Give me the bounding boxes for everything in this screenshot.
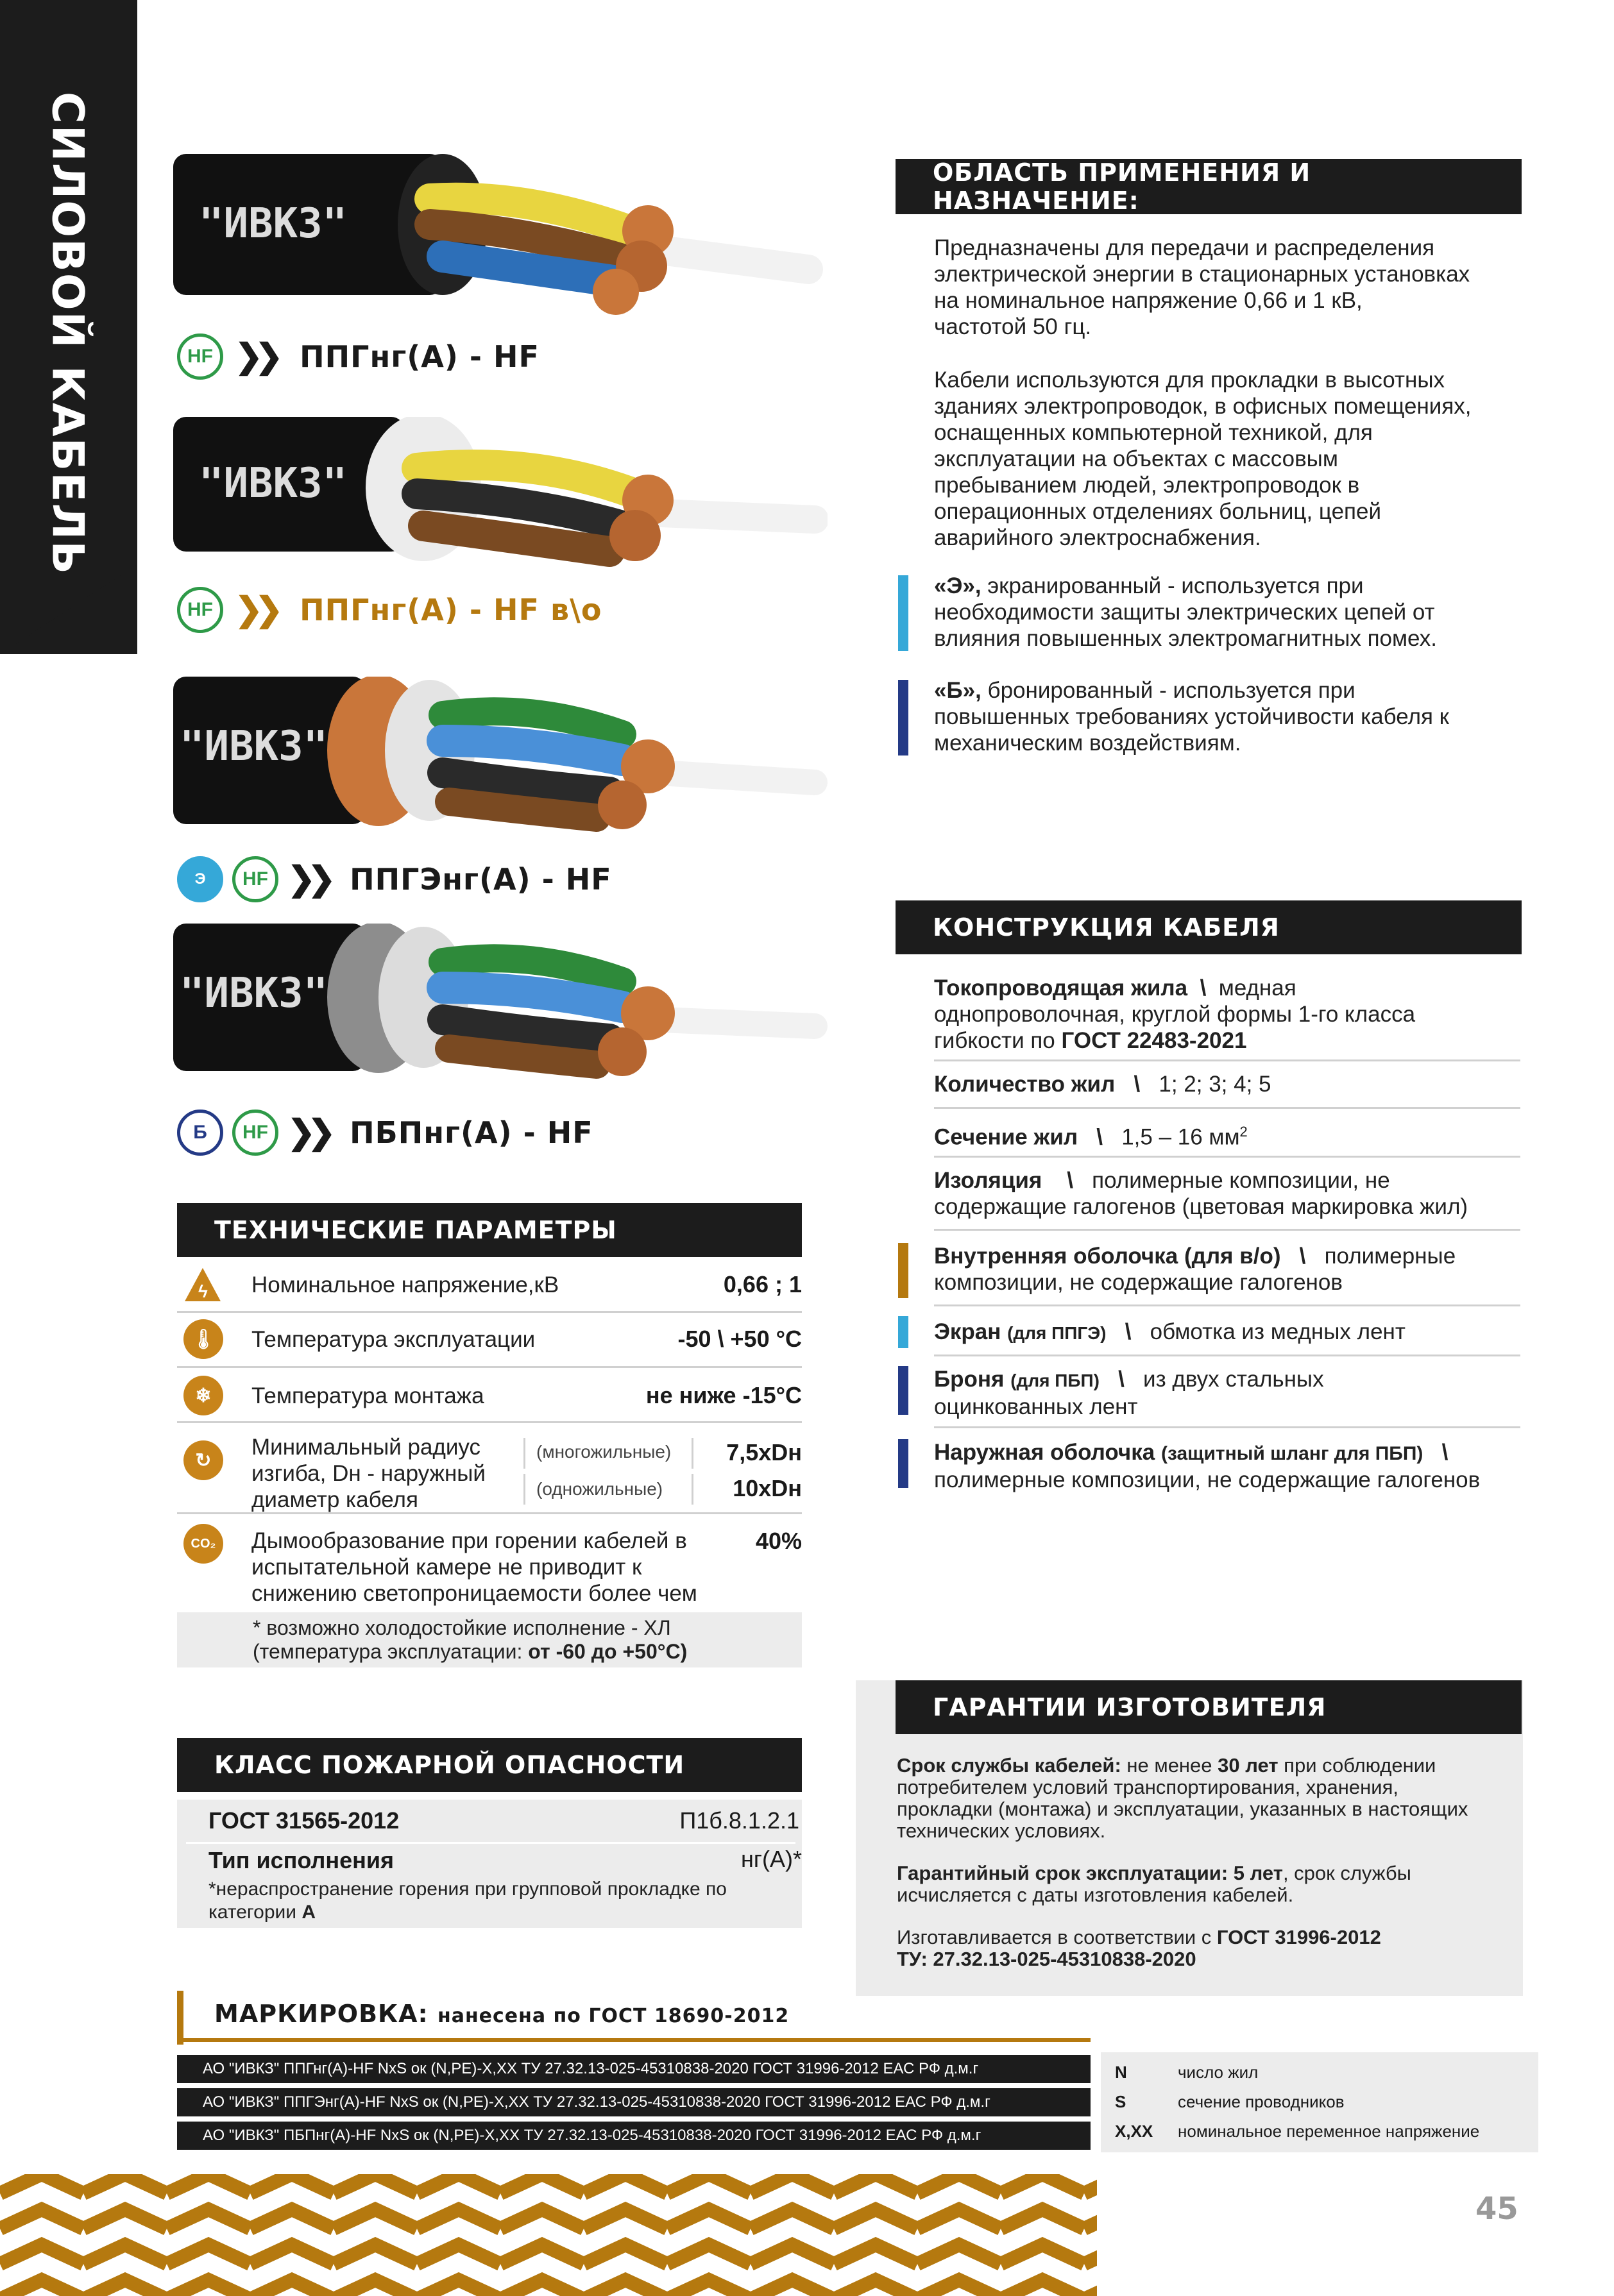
marking-heading-underline (177, 2038, 1091, 2042)
svg-text:ϟ: ϟ (198, 1281, 208, 1301)
double-chevron-icon: ❯❯ (235, 591, 276, 629)
double-chevron-icon: ❯❯ (287, 1114, 328, 1151)
cable-label-row-3 (177, 856, 612, 902)
side-tab-title-wrap (19, 91, 115, 576)
operating-temperature-row: 🌡 Температура эксплуатации -50 \ +50 °С (177, 1315, 802, 1363)
divider (934, 1059, 1520, 1061)
smoke-icon-wrap (183, 1524, 223, 1564)
divider (186, 1842, 795, 1844)
execution-type-value: нг(А)* (740, 1846, 802, 1872)
warranty-service-life: Срок службы кабелей: не менее 30 лет при соблюдении потребителем условий транспортирования, хранения, прокладки (монтажа) и эксплуатации, указанных в настоящих технических условиях. (897, 1754, 1468, 1842)
divider (692, 1474, 693, 1505)
cable-1-brand: "ИВКЗ" (199, 200, 348, 248)
marking-row-2: АО "ИВКЗ" ППГЭнг(А)-HF NxS ок (N,PE)-Х,ХХ ТУ 27.32.13-025-45310838-2020 ГОСТ 31996-2012 ЕАС РФ д.м.г (177, 2088, 1091, 2116)
page-number: 45 (1475, 2191, 1518, 2227)
divider (934, 1229, 1520, 1231)
screen-spec-marker-bar (898, 1316, 908, 1348)
application-paragraph-2: Кабели используются для прокладки в высотных зданиях электропроводок, в офисных помещениях, оснащенных компьютерной техникой, для эксплуатации на объектах с массовым пребыванием людей, электропроводок в операционных отделениях больниц, цепей аварийного электроснабжения. (934, 367, 1472, 550)
cable-name-3: ППГЭнг(А) - HF (350, 862, 612, 897)
marking-heading-accent (177, 1991, 183, 2045)
tech-note-box: * возможно холодостойкие исполнение - ХЛ (температура эксплуатации: от -60 до +50°С) (177, 1612, 802, 1667)
hf-badge-icon: HF (177, 587, 223, 633)
divider (177, 1366, 802, 1368)
singlecore-label: (одножильные) (536, 1479, 663, 1499)
insulation-spec: Изоляция \ полимерные композиции, не содержащие галогенов (цветовая маркировка жил) (934, 1168, 1468, 1219)
armor-marker-bar (898, 680, 908, 755)
divider (934, 1355, 1520, 1356)
bend-radius-icon: ↻ (183, 1440, 223, 1480)
divider (934, 1426, 1520, 1428)
divider (523, 1438, 525, 1469)
inner-sheath-marker-bar (898, 1243, 908, 1298)
voltage-row: ϟ Номинальное напряжение,кВ 0,66 ; 1 (177, 1261, 802, 1308)
marking-heading: МАРКИРОВКА: нанесена по ГОСТ 18690-2012 (214, 2000, 790, 2028)
fire-note: *нераспространение горения при групповой прокладке по категории А (208, 1878, 727, 1923)
outer-sheath-spec: Наружная оболочка (защитный шланг для ПБП) \ полимерные композиции, не содержащие галогенов (934, 1440, 1481, 1492)
hf-badge-icon: HF (232, 1110, 278, 1156)
chevron-pattern (0, 2174, 1097, 2296)
armored-description: «Б», бронированный - используется при повышенных требованиях устойчивости кабеля к механическим воздействиям. (934, 678, 1449, 755)
fire-class-heading: КЛАСС ПОЖАРНОЙ ОПАСНОСТИ (177, 1738, 802, 1792)
divider (692, 1438, 693, 1469)
side-tab-title: СИЛОВОЙ КАБЕЛЬ (42, 91, 93, 576)
singlecore-value: 10хDн (733, 1475, 802, 1501)
cable-image-1 (173, 154, 828, 327)
application-paragraph-1: Предназначены для передачи и распределения электрической энергии в стационарных установках на номинальное напряжение 0,66 и 1 кВ, частотой 50 гц. (934, 235, 1470, 339)
side-tab-corner (0, 564, 137, 654)
bend-radius-label: Минимальный радиус изгиба, Dн - наружный диаметр кабеля (251, 1435, 486, 1512)
cable-image-4 (173, 924, 828, 1097)
inner-sheath-spec: Внутренняя оболочка (для в/о) \ полимерные композиции, не содержащие галогенов (934, 1244, 1456, 1295)
cable-image-3 (173, 677, 828, 850)
double-chevron-icon: ❯❯ (235, 338, 276, 375)
divider (934, 1156, 1520, 1158)
fire-gost-label: ГОСТ 31565-2012 (208, 1807, 400, 1834)
armor-badge-icon: Б (177, 1110, 223, 1156)
hf-badge-icon: HF (177, 333, 223, 380)
cable-image-2 (173, 417, 828, 590)
section-spec: Сечение жил \ 1,5 – 16 $мм^2$ (934, 1124, 1248, 1150)
armor-spec-marker-bar (898, 1366, 908, 1415)
warranty-standards: Изготавливается в соответствии с ГОСТ 31996-2012 ТУ: 27.32.13-025-45310838-2020 (897, 1926, 1381, 1970)
smoke-label: Дымообразование при горении кабелей в испытательной камере не приводит к снижению светопроницаемости более чем (251, 1528, 697, 1606)
application-heading: ОБЛАСТЬ ПРИМЕНЕНИЯ И НАЗНАЧЕНИЕ: (896, 159, 1522, 214)
divider (934, 1304, 1520, 1306)
cable-label-row-4 (177, 1110, 593, 1156)
screened-description: «Э», экранированный - используется при необходимости защиты электрических цепей от влияния повышенных электромагнитных помех. (934, 573, 1437, 651)
marking-legend: N число жил S сечение проводников X,XX номинальное переменное напряжение (1101, 2052, 1538, 2152)
marking-row-1: АО "ИВКЗ" ППГнг(А)-HF NxS ок (N,PE)-Х,ХХ ТУ 27.32.13-025-45310838-2020 ГОСТ 31996-2012 ЕАС РФ д.м.г (177, 2055, 1091, 2083)
installation-temperature-row: ❄ Температура монтажа не ниже -15°С (177, 1370, 802, 1421)
divider (177, 1311, 802, 1313)
snowflake-thermometer-icon: ❄ (183, 1376, 223, 1415)
armor-spec: Броня (для ПБП) \ из двух стальных оцинкованных лент (934, 1367, 1324, 1419)
double-chevron-icon: ❯❯ (287, 861, 328, 898)
warranty-heading: ГАРАНТИИ ИЗГОТОВИТЕЛЯ (896, 1680, 1522, 1734)
cable-label-row-2 (177, 587, 602, 633)
conductor-spec: Токопроводящая жила \ медная однопроволочная, круглой формы 1-го класса гибкости по ГОСТ 22483-2021 (934, 975, 1416, 1053)
tech-params-heading: ТЕХНИЧЕСКИЕ ПАРАМЕТРЫ (177, 1203, 802, 1257)
cable-name-4: ПБПнг(А) - HF (350, 1115, 593, 1150)
cable-name-2: ППГнг(А) - HF в\о (300, 593, 602, 627)
cable-2-brand: "ИВКЗ" (199, 460, 348, 507)
divider (523, 1474, 525, 1505)
multicore-label: (многожильные) (536, 1442, 672, 1462)
lightning-icon (183, 1267, 222, 1303)
divider (934, 1107, 1520, 1109)
marking-row-3: АО "ИВКЗ" ПБПнг(А)-HF NxS ок (N,PE)-Х,ХХ ТУ 27.32.13-025-45310838-2020 ГОСТ 31996-2012 ЕАС РФ д.м.г (177, 2122, 1091, 2150)
execution-type-label: Тип исполнения (208, 1847, 395, 1873)
screen-spec: Экран (для ППГЭ) \ обмотка из медных лент (934, 1319, 1406, 1344)
outer-sheath-marker-bar (898, 1439, 908, 1488)
construction-heading: КОНСТРУКЦИЯ КАБЕЛЯ (896, 900, 1522, 954)
bend-radius-icon-wrap (183, 1440, 223, 1480)
smoke-value: 40% (755, 1528, 802, 1554)
hf-badge-icon: HF (232, 856, 278, 902)
thermometer-icon: 🌡 (183, 1319, 223, 1359)
cable-4-brand: "ИВКЗ" (180, 970, 328, 1017)
divider (177, 1512, 802, 1514)
cable-label-row-1 (177, 333, 539, 380)
shield-badge-icon: Э (177, 856, 223, 902)
cores-spec: Количество жил \ 1; 2; 3; 4; 5 (934, 1072, 1271, 1097)
multicore-value: 7,5хDн (726, 1439, 802, 1465)
warranty-period: Гарантийный срок эксплуатации: 5 лет, срок службы исчисляется с даты изготовления кабелей. (897, 1862, 1411, 1906)
divider (177, 1421, 802, 1423)
cable-3-brand: "ИВКЗ" (180, 723, 328, 770)
screen-marker-bar (898, 575, 908, 651)
fire-gost-value: П1б.8.1.2.1 (679, 1807, 799, 1834)
cable-name-1: ППГнг(А) - HF (300, 339, 539, 374)
co2-cloud-icon: CO₂ (183, 1524, 223, 1564)
